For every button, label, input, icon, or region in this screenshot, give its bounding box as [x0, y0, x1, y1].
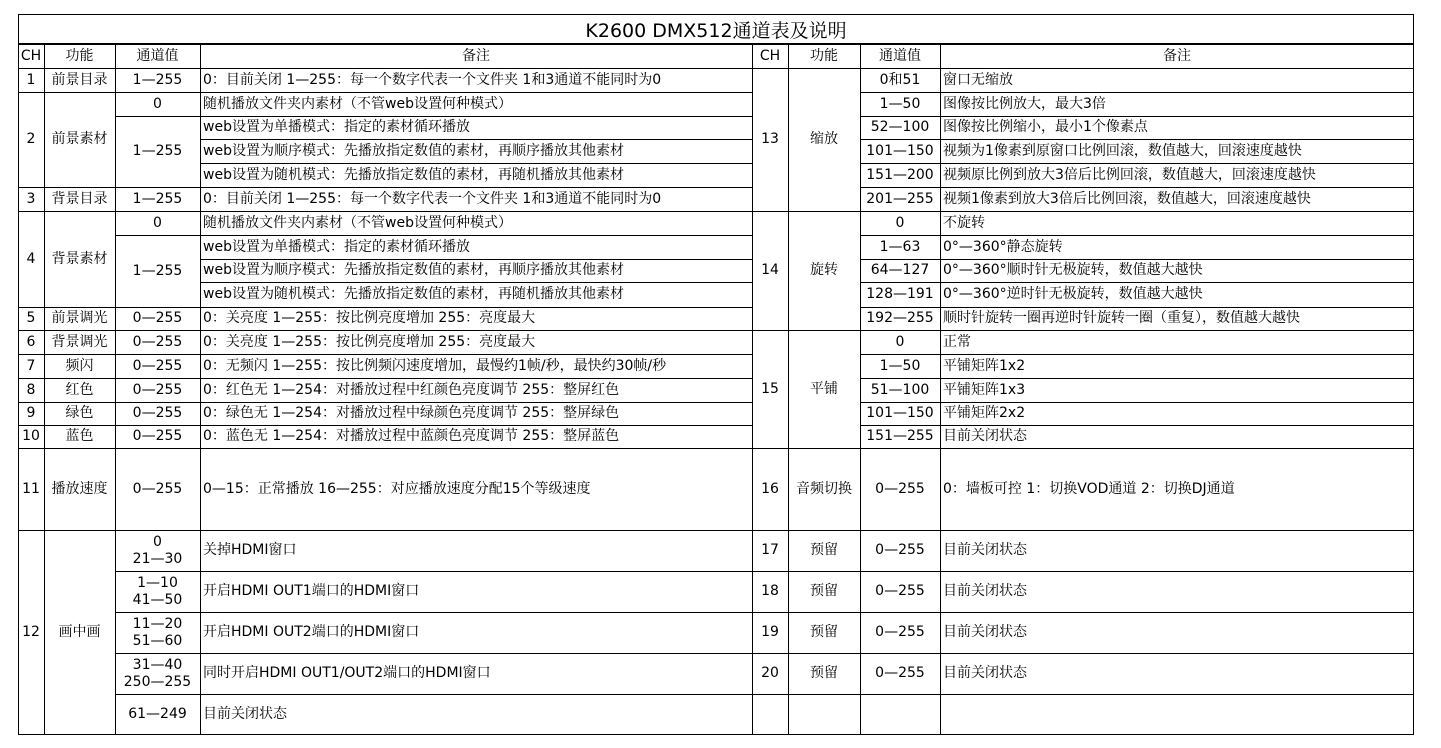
grid-line	[200, 259, 752, 260]
channel-number: 4	[26, 250, 36, 267]
channel-note: 图像按比例放大，最大3倍	[943, 95, 1106, 112]
channel-number: 10	[22, 428, 40, 444]
grid-line	[200, 235, 752, 236]
channel-number: 3	[26, 190, 36, 207]
channel-note: 平铺矩阵1x2	[943, 357, 1026, 374]
grid-line	[200, 571, 752, 572]
channel-value: 51—100	[870, 381, 930, 398]
channel-number: 19	[761, 624, 779, 640]
channel-function: 蓝色	[65, 428, 94, 444]
grid-line	[200, 116, 752, 117]
channel-note: 正常	[943, 333, 971, 350]
channel-note: 不旋转	[943, 214, 985, 231]
channel-note: 0°—360°顺时针无极旋转，数值越大越快	[943, 262, 1203, 278]
channel-number: 9	[26, 405, 36, 421]
channel-number: 11	[22, 480, 40, 497]
channel-number: 7	[26, 357, 36, 374]
channel-number: 6	[26, 333, 36, 350]
channel-value: 1—50	[879, 95, 921, 112]
channel-note: 图像按比例缩小，最小1个像素点	[943, 119, 1148, 135]
channel-function: 预留	[810, 583, 838, 599]
channel-value: 1—255	[132, 262, 183, 279]
channel-note: 0：绿色无 1—254：对播放过程中绿颜色亮度调节 255：整屏绿色	[203, 405, 620, 421]
channel-function: 画中画	[58, 624, 101, 640]
channel-value: 0	[153, 533, 162, 550]
channel-note: 0：关亮度 1—255：按比例亮度增加 255：亮度最大	[203, 310, 536, 326]
channel-note: web设置为随机模式：先播放指定数值的素材，再随机播放其他素材	[203, 286, 624, 302]
channel-value: 0—255	[132, 381, 183, 398]
channel-value: 0	[895, 214, 905, 231]
channel-value-range	[115, 575, 200, 609]
channel-number: 18	[761, 583, 779, 599]
channel-function: 背景目录	[51, 190, 108, 207]
grid-line	[18, 378, 752, 379]
channel-number: 12	[22, 624, 40, 640]
grid-line	[200, 44, 201, 735]
channel-value: 101—150	[866, 142, 934, 159]
channel-function: 平铺	[810, 380, 838, 397]
grid-line	[18, 330, 752, 331]
grid-line	[18, 307, 752, 308]
grid-line	[18, 425, 752, 426]
channel-note: 目前关闭状态	[943, 665, 1027, 681]
channel-value-alt: 51—60	[132, 632, 183, 649]
channel-note: 目前关闭状态	[943, 583, 1027, 599]
channel-note: 0°—360°静态旋转	[943, 238, 1063, 255]
channel-note: 0：红色无 1—254：对播放过程中红颜色亮度调节 255：整屏红色	[203, 381, 620, 398]
channel-value: 0	[153, 95, 162, 112]
channel-note: 0：目前关闭 1—255：每一个数字代表一个文件夹 1和3通道不能同时为0	[203, 190, 662, 207]
channel-value: 11—20	[132, 615, 183, 632]
channel-value: 0—255	[132, 428, 183, 444]
grid-line	[860, 259, 1414, 260]
channel-note: 顺时针旋转一圈再逆时针旋转一圈（重复），数值越大越快	[943, 310, 1300, 326]
channel-value: 1—255	[132, 143, 183, 159]
channel-note: 0—15：正常播放 16—255：对应播放速度分配15个等级速度	[203, 480, 591, 497]
grid-line	[18, 14, 1414, 15]
channel-value-alt: 41—50	[132, 591, 183, 608]
channel-value: 151—200	[866, 166, 934, 183]
grid-line	[752, 530, 1414, 531]
channel-value: 0	[153, 214, 162, 231]
grid-line	[200, 139, 752, 140]
channel-note: 视频1像素到放大3倍后比例回滚，数值越大，回滚速度越快	[943, 190, 1311, 207]
channel-number: 8	[26, 381, 36, 398]
grid-line	[200, 163, 752, 164]
channel-value: 1—63	[879, 238, 921, 255]
channel-note: web设置为单播模式：指定的素材循环播放	[203, 238, 470, 255]
channel-value-range	[115, 616, 200, 650]
grid-line	[18, 211, 752, 212]
grid-line	[200, 653, 752, 654]
channel-value: 0—255	[132, 480, 183, 497]
channel-function: 前景目录	[51, 71, 108, 88]
channel-value: 0—255	[132, 405, 183, 421]
grid-line	[18, 68, 1414, 69]
channel-note: 窗口无缩放	[943, 71, 1013, 88]
channel-function: 红色	[65, 381, 94, 398]
table-title: K2600 DMX512通道表及说明	[18, 14, 1414, 44]
grid-line	[860, 235, 1414, 236]
channel-value: 0	[895, 333, 905, 350]
channel-value-alt: 250—255	[123, 673, 192, 690]
channel-note: 目前关闭状态	[943, 542, 1027, 558]
channel-number: 1	[26, 71, 36, 88]
channel-value: 1—10	[137, 574, 178, 591]
channel-number: 2	[26, 131, 36, 147]
channel-note: web设置为顺序模式：先播放指定数值的素材，再顺序播放其他素材	[203, 262, 624, 278]
grid-line	[860, 139, 1414, 140]
channel-value: 1—50	[879, 357, 921, 374]
channel-function: 旋转	[810, 262, 838, 278]
channel-note: 0：蓝色无 1—254：对播放过程中蓝颜色亮度调节 255：整屏蓝色	[203, 428, 620, 444]
channel-value: 0和51	[879, 71, 921, 88]
channel-value: 31—40	[132, 656, 183, 673]
channel-number: 15	[761, 380, 779, 397]
grid-line	[752, 653, 1414, 654]
grid-line	[752, 211, 1414, 212]
channel-note: 目前关闭状态	[943, 428, 1027, 444]
channel-number: 5	[26, 310, 36, 326]
channel-value: 64—127	[870, 262, 930, 278]
header-left-1: 功能	[65, 47, 94, 64]
grid-line	[860, 163, 1414, 164]
grid-line	[752, 694, 1414, 695]
grid-line	[752, 612, 1414, 613]
channel-note: 视频原比例到放大3倍后比例回滚，数值越大，回滚速度越快	[943, 166, 1316, 183]
channel-function: 绿色	[65, 405, 94, 421]
channel-note: 随机播放文件夹内素材（不管web设置何种模式）	[203, 214, 512, 231]
channel-value: 128—191	[866, 286, 934, 302]
channel-value-alt: 21—30	[132, 550, 183, 567]
channel-function: 频闪	[65, 357, 94, 374]
grid-line	[860, 282, 1414, 283]
grid-line	[860, 402, 1414, 403]
channel-note: 平铺矩阵1x3	[943, 381, 1026, 398]
channel-function: 背景调光	[51, 333, 108, 350]
grid-line	[860, 116, 1414, 117]
channel-value: 0—255	[875, 624, 925, 640]
channel-function: 前景调光	[51, 310, 108, 326]
header-right-3: 备注	[1163, 47, 1191, 64]
grid-line	[940, 44, 941, 735]
channel-note: 关掉HDMI窗口	[203, 542, 297, 558]
channel-note: 0：无频闪 1—255：按比例频闪速度增加，最慢约1帧/秒，最快约30帧/秒	[203, 357, 667, 374]
channel-value: 0—255	[132, 357, 183, 374]
header-left-0: CH	[20, 47, 42, 64]
channel-number: 17	[761, 542, 779, 558]
channel-value: 101—150	[866, 405, 934, 421]
channel-function: 预留	[810, 542, 838, 558]
header-right-1: 功能	[810, 47, 838, 64]
grid-line	[18, 734, 1414, 735]
channel-value: 61—249	[128, 706, 187, 722]
channel-value: 1—255	[132, 190, 183, 207]
channel-number: 14	[761, 262, 779, 278]
channel-function: 音频切换	[796, 480, 852, 497]
channel-value-range	[115, 657, 200, 691]
dmx-channel-table	[18, 14, 1414, 735]
channel-note: 目前关闭状态	[203, 706, 287, 722]
grid-line	[18, 530, 752, 531]
grid-line	[18, 402, 752, 403]
grid-line	[18, 448, 752, 449]
channel-function: 预留	[810, 665, 838, 681]
channel-note: 目前关闭状态	[943, 624, 1027, 640]
channel-note: 0：墙板可控 1：切换VOD通道 2：切换DJ通道	[943, 480, 1235, 497]
channel-note: 0：关亮度 1—255：按比例亮度增加 255：亮度最大	[203, 333, 536, 350]
grid-line	[860, 187, 1414, 188]
channel-value-range	[115, 534, 200, 568]
channel-note: 0：目前关闭 1—255：每一个数字代表一个文件夹 1和3通道不能同时为0	[203, 71, 662, 88]
channel-note: 同时开启HDMI OUT1/OUT2端口的HDMI窗口	[203, 665, 491, 681]
channel-value: 52—100	[870, 119, 930, 135]
channel-function: 前景素材	[51, 131, 108, 147]
header-right-2: 通道值	[879, 47, 921, 64]
header-left-2: 通道值	[136, 47, 179, 64]
grid-line	[18, 187, 752, 188]
channel-value: 0—255	[132, 333, 183, 350]
grid-line	[860, 92, 1414, 93]
header-right-0: CH	[759, 47, 781, 64]
channel-function: 缩放	[810, 131, 838, 147]
channel-value: 151—255	[866, 428, 934, 444]
channel-number: 16	[761, 480, 779, 497]
channel-function: 预留	[810, 624, 838, 640]
channel-note: 开启HDMI OUT2端口的HDMI窗口	[203, 624, 420, 640]
grid-line	[200, 612, 752, 613]
grid-line	[18, 354, 752, 355]
grid-line	[200, 282, 752, 283]
channel-note: web设置为随机模式：先播放指定数值的素材，再随机播放其他素材	[203, 166, 624, 183]
grid-line	[860, 354, 1414, 355]
channel-function: 播放速度	[51, 480, 108, 497]
channel-note: 平铺矩阵2x2	[943, 405, 1026, 421]
channel-note: 随机播放文件夹内素材（不管web设置何种模式）	[203, 95, 512, 112]
channel-value: 0—255	[132, 310, 183, 326]
grid-line	[200, 694, 752, 695]
channel-function: 背景素材	[51, 250, 108, 267]
channel-value: 1—255	[132, 71, 183, 88]
channel-number: 13	[761, 131, 779, 147]
grid-line	[752, 448, 1414, 449]
channel-note: 开启HDMI OUT1端口的HDMI窗口	[203, 583, 420, 599]
grid-line	[18, 92, 752, 93]
header-left-3: 备注	[462, 47, 490, 64]
channel-note: web设置为顺序模式：先播放指定数值的素材，再顺序播放其他素材	[203, 142, 624, 159]
channel-value: 201—255	[866, 190, 934, 207]
channel-note: web设置为单播模式：指定的素材循环播放	[203, 119, 470, 135]
grid-line	[752, 330, 1414, 331]
grid-line	[860, 307, 1414, 308]
grid-line	[752, 571, 1414, 572]
grid-line	[860, 378, 1414, 379]
channel-value: 0—255	[875, 583, 925, 599]
channel-value: 192—255	[866, 310, 934, 326]
grid-line	[18, 44, 1414, 45]
channel-value: 0—255	[875, 542, 925, 558]
grid-line	[860, 425, 1414, 426]
channel-value: 0—255	[875, 665, 925, 681]
channel-note: 0°—360°逆时针无极旋转，数值越大越快	[943, 286, 1203, 302]
grid-line	[1413, 14, 1414, 735]
channel-value: 0—255	[875, 480, 925, 497]
channel-note: 视频为1像素到原窗口比例回滚，数值越大，回滚速度越快	[943, 142, 1302, 159]
channel-number: 20	[761, 665, 779, 681]
